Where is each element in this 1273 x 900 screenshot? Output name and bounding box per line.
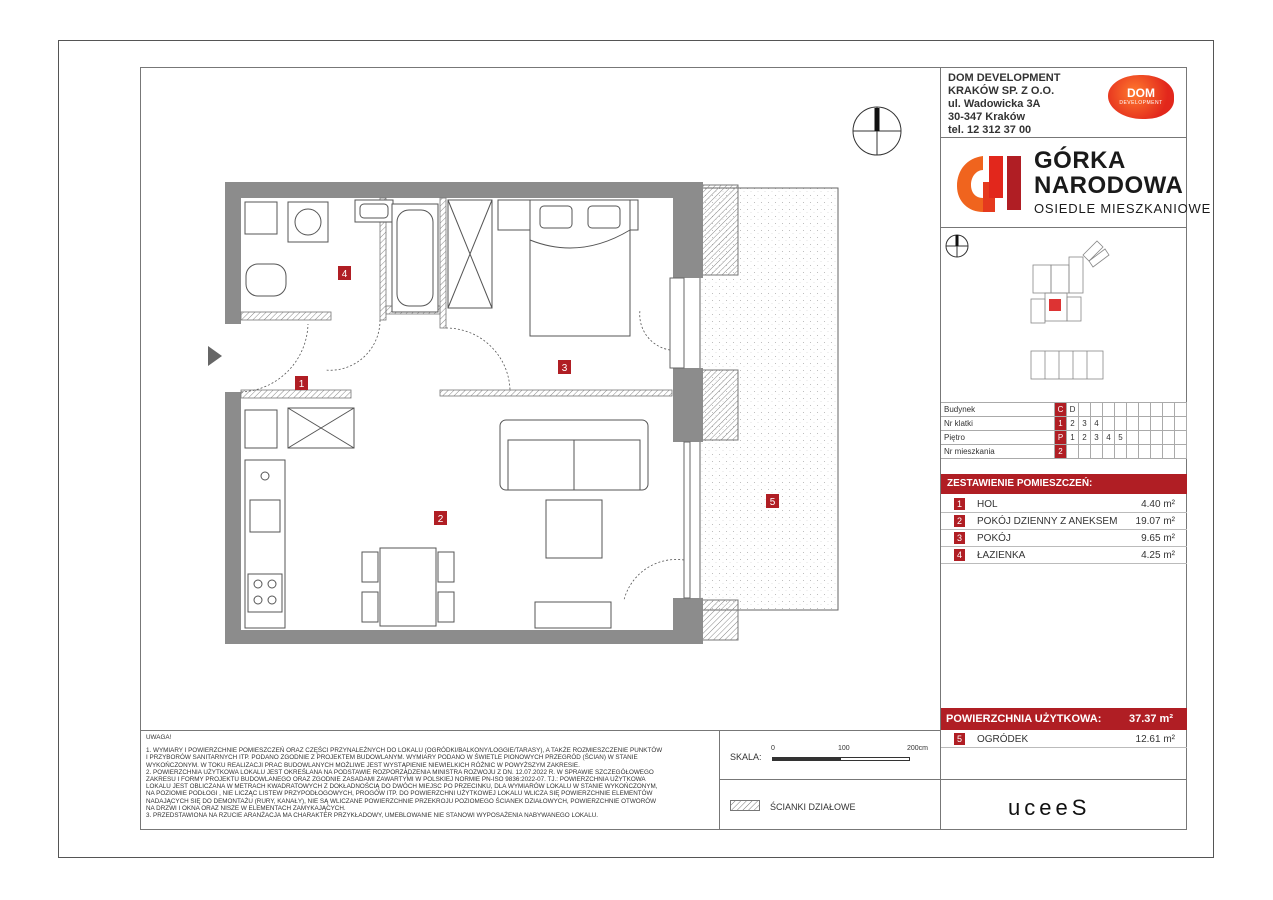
compass-icon [850,104,904,158]
room-number: 4 [954,549,965,561]
note-line: I PRZYBORÓW SANITARNYCH ITP. PODANO ZGODNIE Z PROJEKTEM BUDOWLANYM. WYMIARY PODANO W ŚWIETLE PIONOWYCH PRZEGRÓD (ŚCIAN) W STANIE [146,754,638,762]
chair [438,592,454,622]
scale-tick-0: 0 [771,745,775,752]
total-area-label: POWIERZCHNIA UŻYTKOWA: [946,713,1102,725]
mini-compass-icon [944,233,970,259]
notes-top-line [140,730,940,731]
company-legal: KRAKÓW SP. Z O.O. [948,85,1055,97]
chair [362,592,378,622]
note-line: LOKALU JEST OBLICZANA W METRACH KWADRATOWYCH Z DOKŁADNOŚCIĄ DO DWÓCH MIEJSC PO PRZECINKU, DLA WYMIARÓW LOKALU W STANIE WYKOŃCZONYM, [146,783,658,791]
note-line: NADAJĄCYCH SIĘ DO DEMONTAŻU (RURY, KANAŁY), NIE SĄ WLICZANE POWIERZCHNIE PRZEKROJU POZIOMEGO ŚCIANEK DZIAŁOWYCH, POWIERZCHNIE OTWORÓW [146,797,657,805]
chair [362,552,378,582]
klatka-4: 4 [1091,417,1103,431]
room-number: 1 [954,498,965,510]
garden-bottom-line [940,779,1187,780]
scale-tick-100: 100 [838,745,850,752]
pietro-label: Piętro [941,431,1055,445]
room-tag-5-text: 5 [769,497,776,508]
note-line: NA POZIOMIE PODŁOGI , NIE LICZĄC LISTEW PRZYPODŁOGOWYCH, PROGÓW ITP. DO POWIERZCHNI UŻYTKOWEJ LOKALU WLICZA SIĘ POWIERZCHNIE ELEMENTÓW [146,790,653,798]
washing-machine [288,202,328,242]
klatka-3: 3 [1079,417,1091,431]
shaft [245,202,277,234]
pietro-p: P [1055,431,1067,445]
row-klatka [941,417,1187,431]
project-name [1034,148,1183,198]
budynek-c: C [1055,403,1067,417]
total-area-bar [941,708,1187,730]
row-budynek [941,403,1187,417]
mieszkanie-label: Nr mieszkania [941,445,1055,459]
company-city: 30-347 Kraków [948,111,1026,123]
total-area-value: 37.37 m² [1128,713,1173,725]
company-bottom-line [940,137,1187,138]
pietro-4: 4 [1103,431,1115,445]
note-line: 2. POWIERZCHNIA UŻYTKOWA LOKALU JEST OKREŚLANA NA PODSTAWIE ROZPORZĄDZENIA MINISTRA ROZWOJU Z DN. 12.07.2022 R. W SPRAWIE SZCZEGÓŁOWEGO [146,768,654,776]
tv-cabinet [535,602,611,628]
floor-plan [200,180,850,660]
note-line: ZAKRESU I FORMY PROJEKTU BUDOWLANEGO ORAZ ZGODNIE ZASADAMI ZAWARTYMI W POLSKIEJ NORMIE PN-ISO 9836:2022-07. TJ.: POWIERZCHNIA UŻYTKOWA [146,776,646,784]
note-line: NA DRZWI I OKNA ORAZ NISZE W ELEMENTACH ZAMYKAJĄCYCH. [146,804,346,812]
toilet [246,264,286,296]
row-pietro [941,431,1187,445]
note-line: WYKOŃCZONYM. W TOKU REALIZACJI PRAC BUDOWLANYCH MOŻLIWE JEST WYSTĄPIENIE NIEWIELKICH RÓŻNIC W POWYŻSZYM ZAKRESIE. [146,761,580,769]
room-area: 4.25 m² [1141,550,1175,561]
rooms-header: ZESTAWIENIE POMIESZCZEŃ: [941,474,1187,494]
pietro-3: 3 [1091,431,1103,445]
scale-tick-200: 200cm [907,745,929,752]
mieszkanie-2: 2 [1055,445,1067,459]
project-name-line1: GÓRKA [1034,147,1126,174]
shaft [245,410,277,448]
sink [355,200,393,222]
row-mieszkanie [941,445,1187,459]
chair [438,552,454,582]
garden-row [941,731,1187,748]
room-name: ŁAZIENKA [977,550,1026,561]
garden-hedge [700,185,738,275]
scale-label: SKALA: [730,752,762,762]
room-number: 3 [954,532,965,544]
dining-table [380,548,436,626]
dom-logo-text: DOM [1127,86,1155,100]
kitchen-counter [245,460,285,628]
room-area: 4.40 m² [1141,499,1175,510]
bathtub [392,204,438,312]
unit-info-table [941,402,1187,459]
klatka-label: Nr klatki [941,417,1055,431]
room-row-2 [941,513,1187,530]
room-name: HOL [977,499,998,510]
room-tag-4-text: 4 [341,269,348,280]
ucees-logo: uceeS [1008,795,1091,820]
garden-area: 12.61 m² [1135,734,1175,745]
garden-hedge [700,600,738,640]
room-row-3 [941,530,1187,547]
coffee-table [546,500,602,558]
klatka-2: 2 [1067,417,1079,431]
scale-bottom-line [719,779,940,780]
company-street: ul. Wadowicka 3A [948,98,1041,110]
note-line: 1. WYMIARY I POWIERZCHNIE POMIESZCZEŃ ORAZ CZĘŚCI PRZYNALEŻNYCH DO LOKALU (OGRÓDKI/BALKONY/LOGGIE/TARASY), A TAKŻE ROZMIESZCZENIE PUNKTÓW [146,747,663,755]
notes-divider [719,730,720,830]
scale-bar [772,757,910,761]
dom-logo-subtext: DEVELOPMENT [1119,100,1163,106]
gorka-narodowa-logo-mark [953,152,1025,216]
budynek-d: D [1067,403,1079,417]
klatka-1: 1 [1055,417,1067,431]
garden-name: OGRÓDEK [977,734,1029,745]
key-plan-map [1025,235,1115,385]
room-tag-1-text: 1 [298,379,305,390]
room-name: POKÓJ DZIENNY Z ANEKSEM [977,516,1118,527]
partition-hatch-icon [730,800,760,811]
budynek-label: Budynek [941,403,1055,417]
room-area: 19.07 m² [1135,516,1175,527]
pietro-5: 5 [1115,431,1127,445]
room-tag-2-text: 2 [437,514,444,525]
room-number: 2 [954,515,965,527]
project-subtitle: OSIEDLE MIESZKANIOWE [1034,201,1212,216]
garden-number: 5 [954,733,965,745]
brand-bottom-line [940,227,1187,228]
note-line: 3. PRZEDSTAWIONA NA RZUCIE ARANŻACJA MA CHARAKTER PRZYKŁADOWY, UMEBLOWANIE NIE STANOWI WYPOSAŻENIA NABYWANEGO LOKALU. [146,812,599,820]
company-phone: tel. 12 312 37 00 [948,124,1032,136]
room-area: 9.65 m² [1141,533,1175,544]
room-tag-3-text: 3 [561,363,568,374]
project-name-line2: NARODOWA [1034,172,1184,199]
room-name: POKÓJ [977,533,1011,544]
notes-title: UWAGA! [146,734,172,741]
pietro-1: 1 [1067,431,1079,445]
entrance-arrow-icon [208,346,222,366]
legend-label: ŚCIANKI DZIAŁOWE [770,802,856,812]
garden-hedge [700,370,738,440]
room-row-4 [941,547,1187,564]
pietro-2: 2 [1079,431,1091,445]
company-name: DOM DEVELOPMENT [948,72,1061,84]
notes-block [146,734,716,819]
dom-development-logo [1108,75,1174,119]
room-row-1 [941,496,1187,513]
scale-bar-fill [773,758,841,760]
company-info [948,72,1060,137]
